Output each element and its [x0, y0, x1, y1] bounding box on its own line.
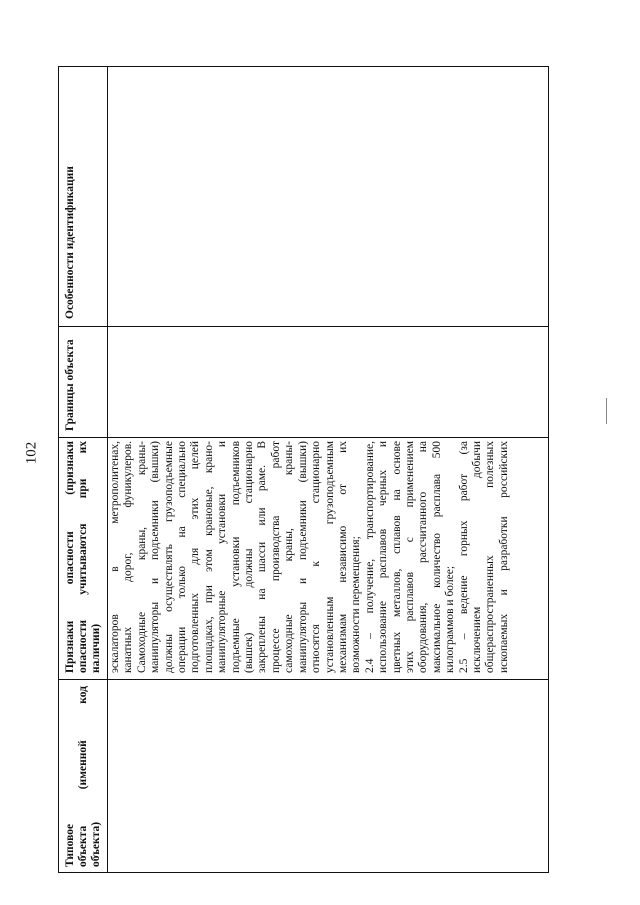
- text-line: процессе производства работ: [269, 441, 282, 673]
- text-line: оборудования, рассчитанного на: [417, 441, 430, 673]
- text-line: цветных металлов, сплавов на основе: [390, 441, 403, 673]
- text-line: относятся к стационарно: [310, 441, 323, 673]
- header-type-line: Типовое: [64, 823, 76, 867]
- text-line: 2.5 – ведение горных работ (за: [457, 441, 470, 673]
- header-signs: [63, 437, 107, 677]
- row-divider-features-borders: [59, 326, 548, 327]
- header-signs-line: наличии): [90, 623, 102, 673]
- text-line: этих расплавов с применением: [403, 441, 416, 673]
- text-line: должны осуществлять грузоподъемные: [162, 441, 175, 673]
- signs-cell-text: [109, 437, 514, 677]
- header-type-line: объекта (именной код: [77, 686, 89, 867]
- text-line: подготовленных для этих целей: [189, 441, 202, 673]
- text-line: максимальное количество расплава 500: [430, 441, 443, 673]
- text-line: механизмам независимо от их: [336, 441, 349, 673]
- text-line: (вышек) должны стационарно: [243, 441, 256, 673]
- text-line: манипуляторы и подъемники (вышки): [296, 441, 309, 673]
- text-line: возможности перемещения;: [350, 536, 363, 673]
- header-features: [63, 67, 107, 323]
- text-line: канатных дорог, фуникулеров.: [122, 441, 135, 673]
- text-line: операции только на специально: [176, 441, 189, 673]
- text-line: подъемные установки подъемников: [229, 441, 242, 673]
- text-line: самоходные краны, краны-: [283, 441, 296, 673]
- text-line: общераспространенных полезных: [484, 441, 497, 673]
- text-line: 2.4 – получение, транспортирование,: [363, 441, 376, 673]
- header-borders-line: Границы объекта: [64, 339, 76, 431]
- header-borders: [63, 325, 107, 435]
- header-type: [63, 683, 107, 870]
- text-line: килограммов и более;: [444, 565, 457, 673]
- page-number-text: 102: [23, 441, 40, 465]
- header-features-line: Особенности идентификации: [64, 166, 76, 319]
- identification-table: [58, 66, 549, 873]
- text-line: исключением добычи: [470, 441, 483, 673]
- text-line: ископаемых и разработки российских: [497, 441, 510, 673]
- text-line: использование расплавов черных и: [377, 441, 390, 673]
- text-line: манипуляторы и подъемники (вышки): [149, 441, 162, 673]
- scan-mark: [606, 398, 607, 424]
- header-type-line: объекта): [90, 821, 102, 867]
- text-line: установленным грузоподъемным: [323, 441, 336, 673]
- text-line: манипуляторные установки и: [216, 441, 229, 673]
- text-line: закреплены на шасси или раме. В: [256, 441, 269, 673]
- text-line: эскалаторов в метрополитенах,: [109, 441, 121, 673]
- header-signs-line: Признаки опасности (признаки: [64, 441, 76, 673]
- page-number: [22, 436, 42, 470]
- text-line: Самоходные краны, краны-: [135, 441, 148, 673]
- header-divider: [107, 67, 108, 872]
- header-signs-line: опасности учитываются при их: [77, 441, 89, 673]
- text-line: площадках, при этом крановые, крано-: [202, 441, 215, 673]
- row-divider-signs-type: [59, 679, 548, 680]
